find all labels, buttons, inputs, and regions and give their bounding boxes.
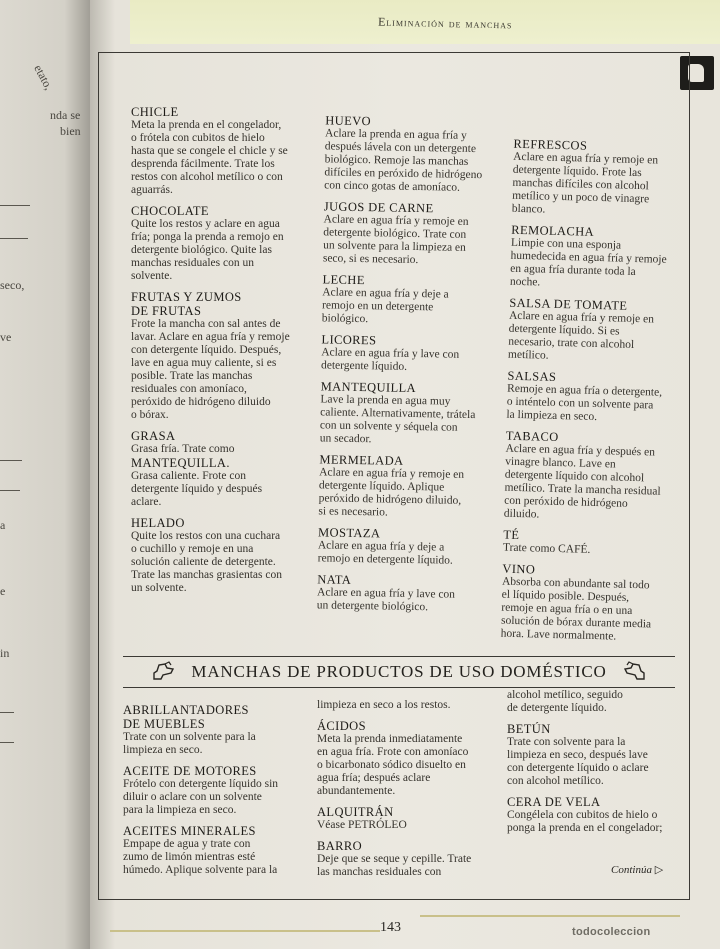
entry-heading: ÁCIDOS (317, 719, 366, 733)
stain-entry (324, 113, 510, 195)
stain-entry (507, 689, 682, 715)
entry-text-line: metílico. (507, 348, 549, 362)
entry-text-line: Remoje en agua fría o detergente, (506, 382, 663, 399)
entry-text-line: después lávela con un detergente (324, 140, 477, 156)
entry-text-line: fría; ponga la prenda a remojo en (131, 231, 284, 243)
entry-heading-cont: DE MUEBLES (123, 717, 206, 731)
entry-heading: HUEVO (325, 113, 372, 129)
entry-text-line: en agua fría durante toda la (510, 262, 636, 278)
entry-text-line: humedecida en agua fría y remoje (510, 249, 667, 266)
entry-text-line: Aclare en agua fría y deje a (317, 539, 445, 554)
entry-text-line: Aclare la prenda en agua fría y (324, 127, 467, 142)
stain-entry (317, 719, 497, 798)
entry-heading: FRUTAS Y ZUMOS (131, 290, 242, 304)
entry-text-line: Quite los restos y aclare en agua (131, 218, 280, 230)
stain-entry (322, 272, 508, 328)
entry-text-line: el líquido posible. Después, (501, 588, 630, 604)
entry-text-line: Quite los restos con una cuchara (131, 530, 281, 542)
entry-text-line: detergente líquido. Aplique (318, 479, 445, 494)
entry-text-line: solución caliente de detergente. (131, 556, 276, 568)
entry-heading: MANTEQUILLA (320, 379, 417, 396)
entry-text-line: o bicarbonato sódico disuelto en (317, 759, 466, 771)
entry-text-line: Aclare en agua fría y remoje en (508, 309, 655, 326)
entry-text-line: húmedo. Aplique solvente para la (123, 864, 278, 876)
entry-text-line: necesario, trate con alcohol (508, 335, 635, 351)
entry-text-line: detergente líquido con alcohol (504, 468, 645, 485)
entry-text-line: con detergente líquido o aclare (507, 762, 649, 774)
stain-entry (510, 223, 690, 294)
hand-cleaning-icon (621, 661, 647, 683)
entry-text-line: detergente líquido. Si es (508, 322, 620, 338)
running-header (130, 0, 720, 44)
left-fragment: e (0, 584, 6, 598)
entry-text-line: seco, si es necesario. (322, 252, 419, 267)
stain-entry (507, 722, 682, 788)
entry-heading: GRASA (131, 429, 176, 443)
entry-text-line: metílico. Trate la mancha residual (504, 481, 661, 498)
book-page (90, 0, 720, 949)
entry-heading: TÉ (503, 527, 520, 543)
entry-text-line: Frote la mancha con sal antes de (131, 318, 281, 330)
entry-text-line: remojo en detergente líquido. (317, 552, 453, 567)
entry-text-line: hora. Lave normalmente. (500, 627, 617, 643)
left-fragment: seco, (0, 278, 25, 292)
column-1 (131, 105, 316, 602)
entry-text-line: limpieza en seco, después lave (507, 749, 648, 761)
stain-entry (123, 764, 303, 817)
left-fragment: in (0, 646, 10, 660)
left-fragment: a (0, 518, 6, 532)
hand-cleaning-icon (151, 661, 177, 683)
stain-entry (131, 290, 316, 422)
entry-text-line: Frótelo con detergente líquido sin (123, 778, 279, 790)
entry-heading: SALSAS (507, 368, 557, 384)
entry-heading: TABACO (505, 428, 559, 445)
entry-text-line: en agua fría. Frote con amoníaco (317, 746, 469, 758)
entry-heading: CHICLE (131, 105, 179, 119)
entry-text-line: lave en agua muy caliente, si es (131, 357, 277, 369)
entry-text-line: biológico. Remoje las manchas (324, 153, 469, 168)
left-fragment: ve (0, 330, 12, 344)
entry-heading: REFRESCOS (513, 136, 588, 153)
entry-text-line: detergente biológico. Quite las (131, 244, 272, 256)
entry-text-line: desprenda fácilmente. Trate los (131, 158, 275, 170)
entry-text-line: peróxido de hidrógeno diluido, (318, 492, 462, 507)
entry-text-line: Empape de agua y trate con (123, 838, 251, 850)
entry-text-line: Aclare en agua fría y lave con (316, 586, 456, 601)
entry-text-line: restos con alcohol metílico o con (131, 171, 283, 183)
stain-entry (317, 839, 497, 879)
entry-heading: ACEITES MINERALES (123, 824, 256, 838)
entry-text-line: Limpie con una esponja (510, 236, 622, 252)
entry-text-line: Aclare en agua fría y lave con (321, 346, 460, 361)
entry-text-line: Grasa fría. Trate como (131, 443, 235, 455)
entry-text-line: remoje en agua fría o en una (501, 601, 633, 618)
entry-text-line: biológico. (321, 312, 369, 326)
stain-entry (512, 137, 692, 221)
page-number: 143 (380, 920, 401, 935)
column-2 (317, 113, 511, 622)
stain-entry (501, 562, 681, 646)
entry-text-line: metílico y un poco de vinagre (512, 189, 650, 206)
entry-text-line: hasta que se congele el chicle y se (131, 145, 288, 157)
stain-entry (504, 429, 684, 526)
entry-text-line: ponga la prenda en el congelador; (507, 822, 663, 834)
entry-text-line: difíciles en peróxido de hidrógeno (324, 166, 483, 182)
entry-heading: LICORES (321, 332, 377, 348)
running-header-title: Eliminación de manchas (377, 14, 513, 32)
content-frame (98, 52, 690, 900)
footer-rule (420, 915, 680, 917)
watermark: todocoleccion (572, 926, 651, 938)
entry-text-line: posible. Trate las manchas (131, 370, 253, 382)
entry-heading: ABRILLANTADORES (123, 703, 249, 717)
entry-text-line: manchas residuales con un (131, 257, 254, 269)
entry-text-line: o cuchillo y remoje en una (131, 543, 254, 555)
entry-text-line: si es necesario. (318, 505, 388, 519)
entry-text-line: un solvente para la limpieza en (323, 239, 466, 254)
stain-entry (317, 805, 497, 832)
entry-heading: LECHE (322, 272, 365, 288)
entry-text-line: Trate con un solvente para la (123, 731, 256, 743)
entry-text-line: con detergente líquido. Después, (131, 344, 282, 356)
stain-entry (507, 795, 682, 835)
entry-heading: BETÚN (507, 722, 551, 736)
entry-text-line: agua fría; después aclare (317, 772, 431, 784)
stain-entry (131, 429, 316, 509)
entry-text-line: Trate con solvente para la (507, 736, 626, 748)
entry-text-line: residuales con amoníaco, (131, 383, 247, 395)
section-title: MANCHAS DE PRODUCTOS DE USO DOMÉSTICO (191, 662, 607, 681)
entry-text-line: blanco. (511, 202, 546, 216)
entry-text-line: Grasa caliente. Frote con (131, 470, 246, 482)
stain-entry (323, 199, 509, 268)
entry-text-line: un secador. (319, 432, 372, 446)
entry-text-line: la limpieza en seco. (506, 408, 598, 424)
entry-text-line: o bórax. (131, 409, 169, 421)
stain-entry (317, 572, 503, 615)
continua-label: Continúa ▷ (611, 864, 664, 876)
bottom-column-3 (507, 689, 682, 842)
entry-text-line: noche. (509, 275, 541, 289)
stain-entry (321, 332, 507, 375)
entry-heading: CERA DE VELA (507, 795, 601, 809)
left-rule (0, 460, 22, 461)
entry-text-line: o inténtelo con un solvente para (506, 395, 654, 412)
entry-heading: REMOLACHA (511, 222, 595, 239)
entry-text-line: vinagre blanco. Lave en (505, 455, 616, 471)
entry-text-line: detergente biológico. Trate con (323, 226, 467, 241)
entry-text-line: Trate como CAFÉ. (502, 541, 591, 556)
entry-text-line: detergente líquido y después (131, 483, 263, 495)
entry-text-line: solvente. (131, 270, 173, 282)
entry-text-line: alcohol metílico, seguido (507, 689, 623, 701)
entry-text-line: remojo en un detergente (321, 299, 434, 314)
entry-text-line: o frótela con cubitos de hielo (131, 132, 265, 144)
entry-heading: MOSTAZA (317, 525, 381, 541)
entry-text-line: Aclare en agua fría y remoje en (513, 150, 659, 167)
entry-text-line: Absorba con abundante sal todo (501, 575, 650, 592)
entry-text-line: diluir o aclare con un solvente (123, 791, 262, 803)
left-rule (0, 742, 14, 743)
bottom-column-1 (123, 703, 303, 884)
stain-entry (131, 516, 316, 595)
entry-text-line: con peróxido de hidrógeno (504, 494, 628, 510)
entry-heading: CHOCOLATE (131, 204, 209, 218)
entry-heading: NATA (317, 572, 352, 587)
entry-heading: BARRO (317, 839, 363, 853)
left-fragment: etato, (31, 62, 56, 93)
entry-text-line: para la limpieza en seco. (123, 804, 237, 816)
entry-text-line: de detergente líquido. (507, 702, 607, 714)
entry-text-line: Trate las manchas grasientas con (131, 569, 282, 581)
entry-text-line: Meta la prenda en el congelador, (131, 119, 282, 131)
entry-text-line: detergente líquido. Frote las (512, 163, 642, 180)
stain-entry (131, 105, 316, 197)
entry-text-line: aguarrás. (131, 184, 173, 196)
entry-text-line: manchas difíciles con alcohol (512, 176, 649, 193)
stain-entry (506, 369, 685, 427)
column-3 (500, 137, 691, 652)
entry-heading-cont: DE FRUTAS (131, 304, 202, 318)
entry-heading: SALSA DE TOMATE (509, 295, 628, 313)
entry-heading: JUGOS DE CARNE (323, 199, 434, 216)
left-rule (0, 205, 30, 206)
entry-text-line: zumo de limón mientras esté (123, 851, 256, 863)
entry-text-line: Congélela con cubitos de hielo o (507, 809, 658, 821)
left-fragment: bien (60, 124, 81, 138)
entry-text-line: Véase PETRÓLEO (317, 819, 407, 831)
entry-text-line: Aclare en agua fría y después en (505, 442, 656, 459)
entry-heading: HELADO (131, 516, 185, 530)
entry-text-line: un solvente. (131, 582, 187, 594)
entry-text-line: Aclare en agua fría y remoje en (323, 213, 469, 228)
entry-text-line: Aclare en agua fría y remoje en (319, 466, 465, 481)
stain-entry (123, 703, 303, 757)
entry-heading: ACEITE DE MOTORES (123, 764, 257, 778)
entry-text-line: aclare. (131, 496, 162, 508)
entry-text-line: Lave la prenda en agua muy (320, 393, 451, 408)
stain-entry (131, 204, 316, 283)
stain-entry (318, 525, 504, 568)
entry-text-line: Deje que se seque y cepille. Trate (317, 853, 472, 865)
stain-entry (503, 528, 682, 560)
left-rule (0, 712, 14, 713)
stain-entry (320, 379, 506, 448)
facing-left-page (0, 0, 92, 949)
entry-text-line: con cinco gotas de amoníaco. (324, 179, 460, 194)
entry-text-line: limpieza en seco a los restos. (317, 699, 451, 711)
entry-heading: ALQUITRÁN (317, 805, 394, 819)
entry-text-line: las manchas residuales con (317, 866, 442, 878)
entry-text-line: diluido. (503, 507, 540, 521)
entry-text-line: limpieza en seco. (123, 744, 203, 756)
entry-text-line: abundantemente. (317, 785, 396, 797)
entry-text-line: con alcohol metílico. (507, 775, 604, 787)
stain-entry (317, 699, 497, 712)
left-rule (0, 238, 28, 239)
entry-heading: MERMELADA (319, 452, 404, 468)
entry-text-line: caliente. Alternativamente, trátela (320, 406, 476, 422)
entry-text-line: Meta la prenda inmediatamente (317, 733, 463, 745)
entry-text-line: Aclare en agua fría y deje a (322, 286, 449, 301)
entry-text-line: detergente líquido. (320, 359, 408, 373)
footer-rule (110, 930, 380, 932)
left-rule (0, 490, 20, 491)
entry-text-line: peróxido de hidrógeno diluido (131, 396, 271, 408)
stain-entry (508, 296, 688, 367)
entry-text-line: con un solvente y séquela con (319, 419, 458, 434)
entry-text-line: lavar. Aclare en agua fría y remoje (131, 331, 290, 343)
section-banner (123, 656, 675, 688)
entry-cross-reference: MANTEQUILLA. (131, 456, 230, 470)
entry-text-line: un detergente biológico. (316, 599, 429, 614)
stain-entry (318, 452, 504, 521)
entry-text-line: solución de bórax durante media (500, 614, 652, 631)
entry-heading: VINO (502, 561, 536, 577)
left-fragment: nda se (50, 108, 81, 122)
bottom-column-2 (317, 699, 497, 886)
stain-entry (123, 824, 303, 877)
